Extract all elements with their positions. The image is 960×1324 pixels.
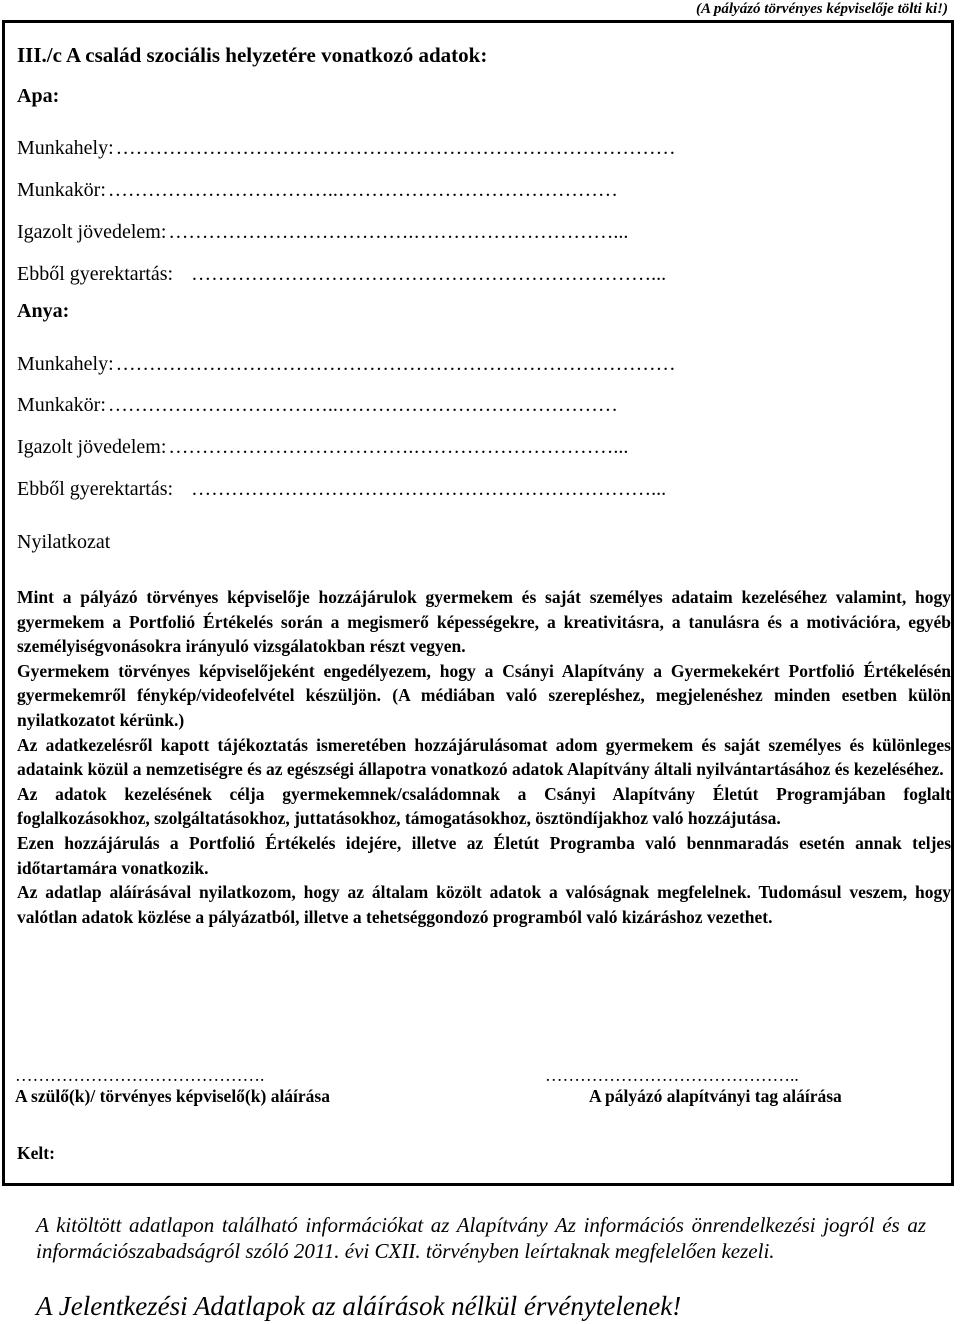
declaration-paragraph: Az adatlap aláírásával nyilatkozom, hogy az általam közölt adatok a valóságnak megfelelnek. Tudomásul veszem, hogy valótlan adatok közlése a pályázatból, illetve a tehetséggondozó programból való kizáráshoz vezethet. xyxy=(17,882,951,927)
declaration-paragraph: Az adatok kezelésének célja gyermekemnek/családomnak a Csányi Alapítvány Életút Programjában foglalt foglalkozásokhoz, szolgáltatásokhoz, juttatásokhoz, támogatásokhoz, ösztöndíjakhoz való hozzájutása. xyxy=(17,783,951,829)
mother-child-support-label: Ebből gyerektartás: xyxy=(17,478,174,500)
father-income-label: Igazolt jövedelem: xyxy=(17,221,167,243)
father-workplace-label: Munkahely: xyxy=(17,137,114,159)
mother-child-support-field[interactable] xyxy=(17,478,666,501)
father-income-dots: ……………………………….…………………………... xyxy=(168,221,629,243)
mother-workplace-label: Munkahely: xyxy=(17,353,114,375)
mother-position-label: Munkakör: xyxy=(17,394,106,416)
father-position-field[interactable] xyxy=(17,179,618,202)
mother-workplace-field[interactable] xyxy=(17,353,676,376)
form-frame xyxy=(2,20,954,1186)
parent-signature-block[interactable] xyxy=(15,1065,330,1107)
father-workplace-dots: ………………………………………………………………………… xyxy=(115,137,676,159)
mother-position-field[interactable] xyxy=(17,394,618,417)
member-signature-block[interactable] xyxy=(545,1065,842,1107)
declaration-paragraph: Mint a pályázó törvényes képviselője hozzájárulok gyermekem és saját személyes adataim kezeléséhez valamint, hogy gyermekem a Portfolió Értékelés során a megismerő képességekre, a kreativitásra, a tanulásra és a motivációra, egyéb személyiségvonásokra irányuló vizsgálatokban részt vegyen. xyxy=(17,587,951,657)
member-signature-label: A pályázó alapítványi tag aláírása xyxy=(589,1086,842,1106)
father-child-support-label: Ebből gyerektartás: xyxy=(17,263,174,285)
parent-signature-line[interactable]: ……………………………………. xyxy=(15,1065,265,1085)
father-child-support-field[interactable] xyxy=(17,263,666,286)
father-income-field[interactable] xyxy=(17,221,628,244)
top-note: (A pályázó törvényes képviselője tölti ki!) xyxy=(695,1,948,17)
member-signature-line[interactable]: …………………………………….. xyxy=(545,1065,799,1085)
declaration-body xyxy=(17,585,951,929)
father-child-support-dots: ……………………………………………………………... xyxy=(191,263,667,285)
father-position-dots: ……………………………..…………………………………… xyxy=(107,179,618,201)
mother-heading: Anya: xyxy=(17,300,70,322)
father-workplace-field[interactable] xyxy=(17,137,676,160)
declaration-paragraph: Gyermekem törvényes képviselőjeként engedélyezem, hogy a Csányi Alapítvány a Gyermekekért Portfolió Értékelésén gyermekemről fénykép/videofelvétel készüljön. (A médiában való szerepléshez, megjelenéshez minden esetben külön nyilatkozatot kérünk.) xyxy=(17,660,951,730)
parent-signature-label: A szülő(k)/ törvényes képviselő(k) aláírása xyxy=(15,1086,330,1106)
signature-warning: A Jelentkezési Adatlapok az aláírások nélkül érvénytelenek! xyxy=(36,1291,682,1321)
mother-position-dots: ……………………………..…………………………………… xyxy=(107,394,618,416)
privacy-footer-text: A kitöltött adatlapon található információkat az Alapítvány Az információs önrendelkezési jogról és az információszabadságról szóló 2011. évi CXII. törvényben leírtaknak megfelelően kezeli. xyxy=(36,1213,926,1263)
mother-child-support-dots: ……………………………………………………………... xyxy=(191,478,667,500)
declaration-paragraph: Az adatkezelésről kapott tájékoztatás ismeretében hozzájárulásomat adom gyermekem és saját személyes és különleges adataink közül a nemzetiségre és az egészségi állapotra vonatkozó adatok Alapítvány általi nyilvántartásához és kezeléséhez. xyxy=(17,734,951,780)
mother-income-dots: ……………………………….…………………………... xyxy=(168,436,629,458)
kelt-label: Kelt: xyxy=(17,1143,55,1163)
declaration-paragraph: Ezen hozzájárulás a Portfolió Értékelés idejére, illetve az Életút Programba való bennmaradás esetén annak teljes időtartamára vonatkozik. xyxy=(17,832,951,878)
mother-workplace-dots: ………………………………………………………………………… xyxy=(115,353,676,375)
mother-income-label: Igazolt jövedelem: xyxy=(17,436,167,458)
mother-income-field[interactable] xyxy=(17,436,628,459)
father-position-label: Munkakör: xyxy=(17,179,106,201)
declaration-title: Nyilatkozat xyxy=(17,531,111,553)
father-heading: Apa: xyxy=(17,85,60,107)
section-title: III./c A család szociális helyzetére vonatkozó adatok: xyxy=(17,43,488,67)
